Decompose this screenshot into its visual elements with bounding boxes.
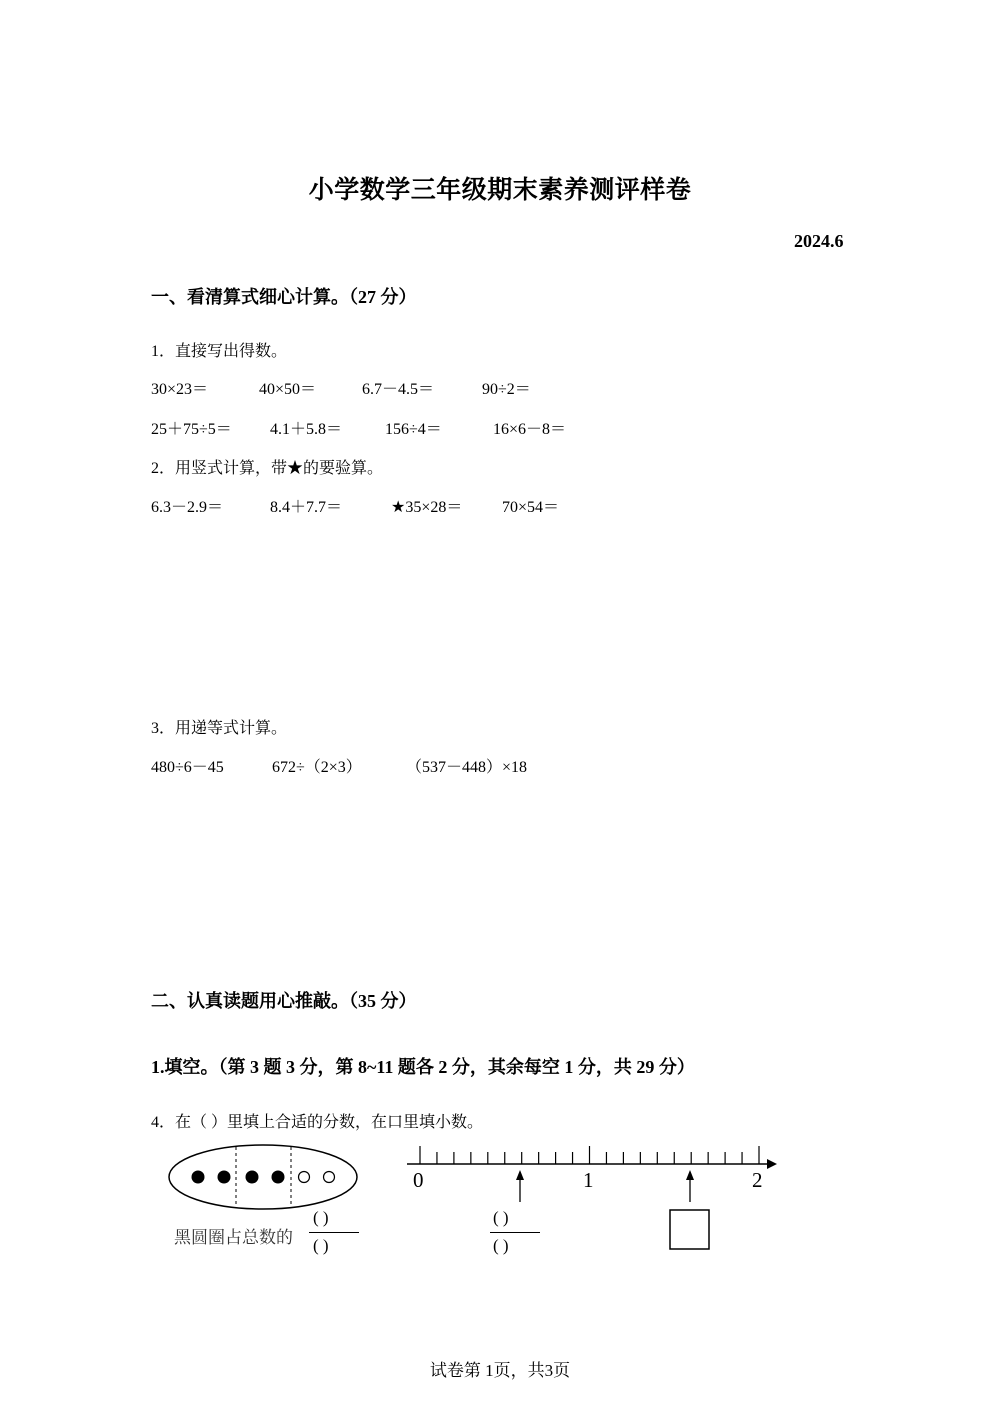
number-line-label-0: 0 <box>413 1168 424 1192</box>
axis-arrow-icon <box>767 1159 777 1169</box>
exam-date: 2024.6 <box>794 231 844 251</box>
q1-item: 40×50＝ <box>259 381 317 398</box>
decimal-answer-box <box>670 1210 709 1249</box>
question-3-label: 3．用递等式计算。 <box>151 720 288 737</box>
fill-blank-heading: 1.填空。（第 3 题 3 分，第 8~11 题各 2 分，其余每空 1 分，共 29 分） <box>151 1057 695 1077</box>
section-2-heading: 二、认真读题用心推敲。（35 分） <box>151 991 417 1011</box>
filled-dot <box>246 1171 259 1184</box>
number-line-label-1: 1 <box>583 1168 594 1192</box>
figure-caption: 黑圆圈占总数的 <box>174 1228 293 1248</box>
q1-item: 90÷2＝ <box>482 381 531 398</box>
line-fraction-numerator-blank: ( ) <box>493 1208 509 1227</box>
fraction-denominator-blank: ( ) <box>313 1236 329 1255</box>
q2-item: 70×54＝ <box>502 499 560 516</box>
number-line-figure <box>400 1140 790 1265</box>
line-fraction-denominator-blank: ( ) <box>493 1236 509 1255</box>
line-fraction-bar <box>490 1232 540 1233</box>
question-2-label: 2．用竖式计算，带★的要验算。 <box>151 460 384 477</box>
q2-item: ★35×28＝ <box>391 499 463 516</box>
number-line-label-2: 2 <box>752 1168 763 1192</box>
question-1-label: 1．直接写出得数。 <box>151 343 288 360</box>
q1-item: 30×23＝ <box>151 381 209 398</box>
q3-item: 672÷（2×3） <box>272 759 362 776</box>
q1-item: 6.7－4.5＝ <box>362 381 435 398</box>
q3-item: （537－448）×18 <box>406 759 528 776</box>
dots-ellipse-figure <box>160 1140 380 1270</box>
filled-dot <box>192 1171 205 1184</box>
q2-item: 6.3－2.9＝ <box>151 499 224 516</box>
q1-item: 156÷4＝ <box>385 421 442 438</box>
q2-item: 8.4＋7.7＝ <box>270 499 343 516</box>
arrow-up-icon <box>516 1170 524 1180</box>
empty-dot <box>299 1172 310 1183</box>
page-footer: 试卷第 1页，共3页 <box>429 1361 571 1380</box>
page-title: 小学数学三年级期末素养测评样卷 <box>308 177 692 204</box>
q1-item: 25＋75÷5＝ <box>151 421 232 438</box>
q3-item: 480÷6－45 <box>151 759 224 776</box>
empty-dot <box>324 1172 335 1183</box>
question-4-label: 4．在（ ）里填上合适的分数，在口里填小数。 <box>151 1114 484 1131</box>
section-1-heading: 一、看清算式细心计算。（27 分） <box>151 287 417 307</box>
number-line-ticks <box>420 1146 759 1164</box>
q1-item: 16×6－8＝ <box>493 421 567 438</box>
q1-item: 4.1＋5.8＝ <box>270 421 343 438</box>
fraction-bar <box>309 1232 359 1233</box>
arrow-up-icon <box>686 1170 694 1180</box>
filled-dot <box>218 1171 231 1184</box>
fraction-numerator-blank: ( ) <box>313 1208 329 1227</box>
filled-dot <box>272 1171 285 1184</box>
